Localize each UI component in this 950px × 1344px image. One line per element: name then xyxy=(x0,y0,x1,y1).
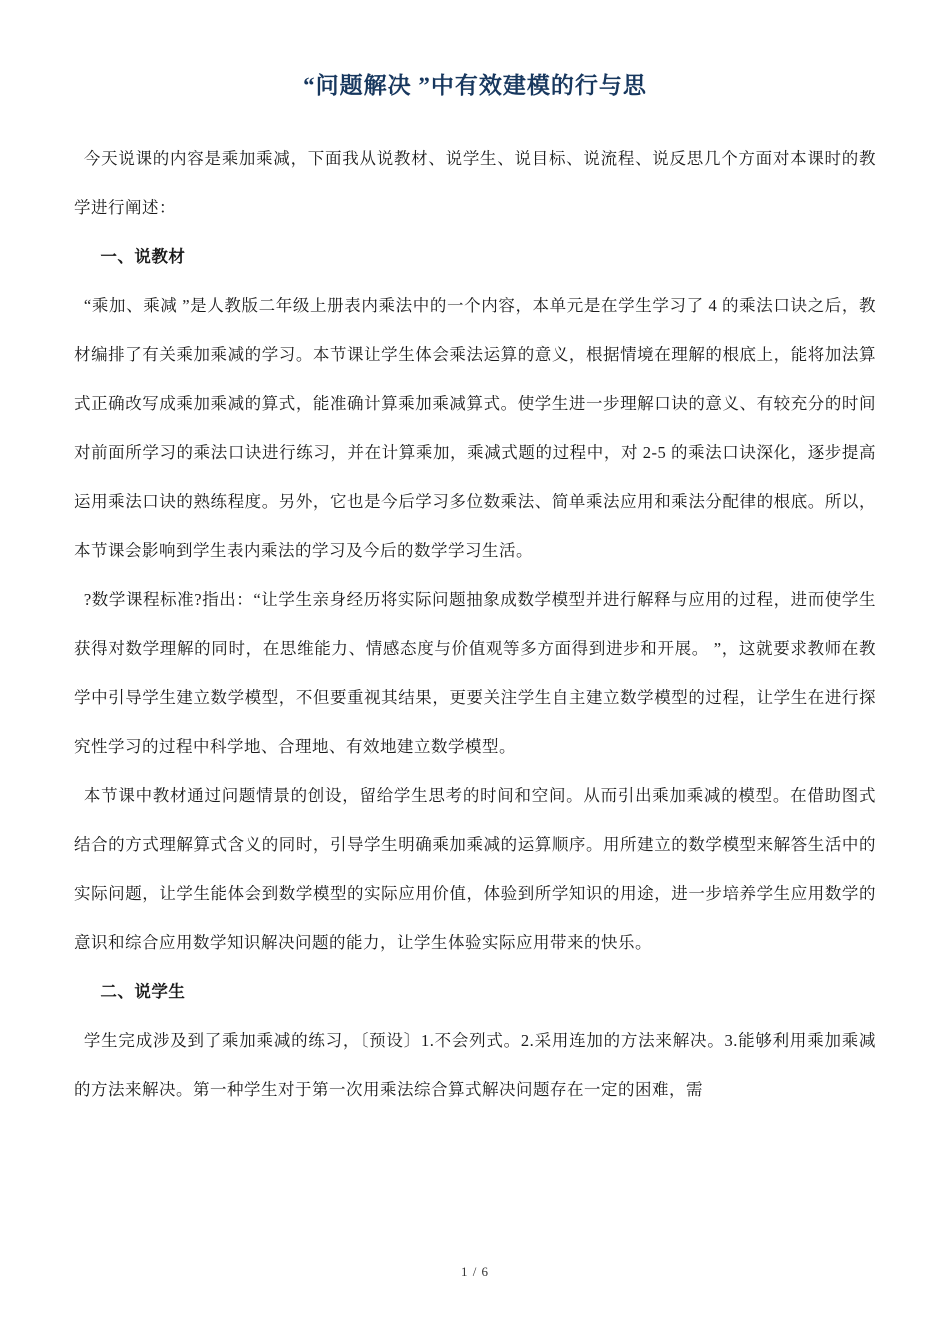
page-number: 1 / 6 xyxy=(460,1264,490,1279)
document-body xyxy=(74,134,876,1114)
paragraph-intro: 今天说课的内容是乘加乘减，下面我从说教材、说学生、说目标、说流程、说反思几个方面对本课时的教学进行阐述： xyxy=(74,149,876,217)
section-heading-teaching-material: 一、说教材 xyxy=(100,247,186,266)
paragraph-students-1: 学生完成涉及到了乘加乘减的练习，〔预设〕1.不会列式。2.采用连加的方法来解决。3.能够利用乘加乘减的方法来解决。第一种学生对于第一次用乘法综合算式解决问题存在一定的困难，需 xyxy=(74,1031,876,1099)
paragraph-curriculum-standard: ?数学课程标准?指出：“让学生亲身经历将实际问题抽象成数学模型并进行解释与应用的过程，进而使学生获得对数学理解的同时，在思维能力、情感态度与价值观等多方面得到进步和开展。 ”，这就要求教师在教学中引导学生建立数学模型，不但要重视其结果，更要关注学生自主建立数学模型的过程，让学生在进行探究性学习的过程中科学地、合理地、有效地建立数学模型。 xyxy=(74,590,876,756)
paragraph-teaching-material-1: “乘加、乘减 ”是人教版二年级上册表内乘法中的一个内容，本单元是在学生学习了 4 的乘法口诀之后，教材编排了有关乘加乘减的学习。本节课让学生体会乘法运算的意义，根据情境在理解的根底上，能将加法算式正确改写成乘加乘减的算式，能准确计算乘加乘减算式。使学生进一步理解口诀的意义、有较充分的时间对前面所学习的乘法口诀进行练习，并在计算乘加，乘减式题的过程中，对 2-5 的乘法口诀深化，逐步提高运用乘法口诀的熟练程度。另外，它也是今后学习多位数乘法、简单乘法应用和乘法分配律的根底。所以，本节课会影响到学生表内乘法的学习及今后的数学学习生活。 xyxy=(74,296,876,560)
paragraph-lesson-model: 本节课中教材通过问题情景的创设，留给学生思考的时间和空间。从而引出乘加乘减的模型。在借助图式结合的方式理解算式含义的同时，引导学生明确乘加乘减的运算顺序。用所建立的数学模型来解答生活中的实际问题，让学生能体会到数学模型的实际应用价值，体验到所学知识的用途，进一步培养学生应用数学的意识和综合应用数学知识解决问题的能力，让学生体验实际应用带来的快乐。 xyxy=(74,786,876,952)
page-title: “问题解决 ”中有效建模的行与思 xyxy=(303,73,647,98)
section-heading-students: 二、说学生 xyxy=(100,982,186,1001)
